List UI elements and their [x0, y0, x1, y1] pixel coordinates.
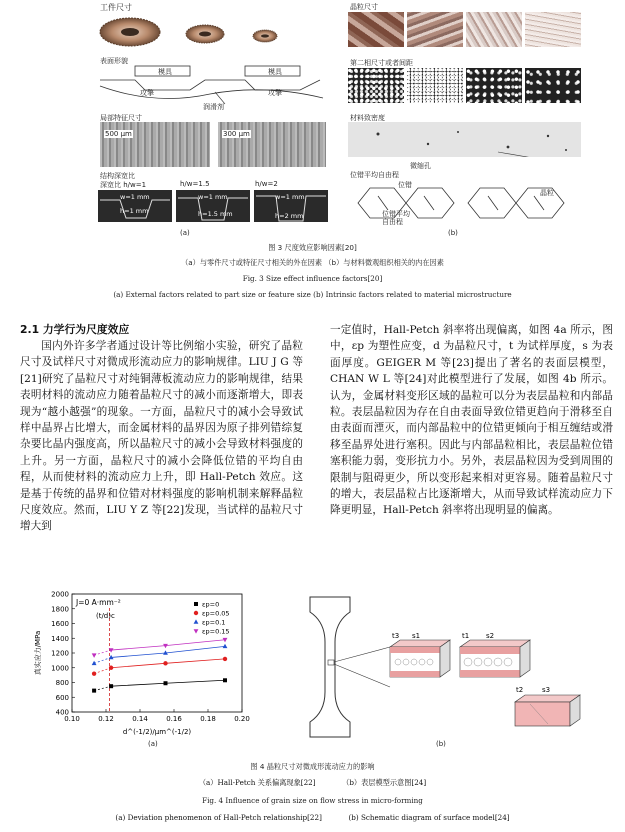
section-title: 2.1 力学行为尺度效应	[20, 323, 130, 336]
grain-photo-4	[525, 12, 581, 47]
x-tick-label: 0.20	[234, 715, 250, 723]
x-tick-label: 0.12	[98, 715, 114, 723]
data-point	[163, 661, 167, 665]
fig4-sub-en-b: (b) Schematic diagram of surface model[24]	[348, 813, 510, 822]
x-tick-label: 0.14	[132, 715, 148, 723]
density-photo	[348, 122, 581, 157]
legend-marker	[194, 629, 199, 633]
lubricant-label: 润滑剂	[203, 103, 224, 111]
data-point	[92, 671, 96, 675]
series-line	[111, 680, 225, 686]
data-point	[223, 644, 228, 648]
gear-medium	[186, 25, 224, 43]
grain-photo-3	[466, 12, 522, 47]
fig4-sub-en-a: (a) Deviation phenomenon of Hall-Petch relationship[22]	[115, 813, 322, 822]
fig4-tag-a: (a)	[148, 740, 158, 748]
height-3: h=2 mm	[275, 212, 304, 220]
height-1: h=1 mm	[120, 207, 149, 215]
y-tick-label: 1000	[51, 664, 69, 673]
label-density: 材料致密度	[350, 114, 385, 122]
body-right-column	[330, 322, 613, 519]
data-point	[223, 657, 227, 661]
data-point	[92, 653, 97, 657]
width-2: w=1 mm	[198, 193, 228, 201]
fig4-caption-cn: 图 4 晶粒尺寸对微成形流动应力的影响	[250, 762, 375, 771]
ratio-2: h/w=1.5	[180, 180, 210, 188]
mold-label-1: 模具	[158, 68, 172, 76]
y-tick-label: 1400	[51, 634, 69, 643]
data-point	[164, 681, 168, 685]
series-line-dashed	[94, 686, 111, 690]
fig4-sub-cn-b: （b）表层模型示意图[24]	[342, 778, 427, 787]
y-tick-label: 400	[55, 708, 69, 717]
y-tick-label: 1200	[51, 649, 69, 658]
body-right-paragraph: 一定值时，Hall-Petch 斜率将出现偏离，如图 4a 所示，图中，εp 为塑性应变，d 为晶粒尺寸，t 为试样厚度，s 为表面厚度。GEIGER M 等[23]提出了著名的表面层模型，CHAN W L 等[24]对此模型进行了发展，如图 4b 所示。认为，金属材料变形区域的晶粒可以分为表层晶粒和内部晶粒。表层晶粒因为存在自由表面导致位错更趋向于滑移至自由表面而湮灭，而内部晶粒中的位错更倾向于相互缠结或滑移至晶界处进行塞积。因此与内部晶粒相比，表层晶粒位错塞积能力弱，变形抗力小。另外，表层晶粒因为受到周围的限制与阻碍更少，所以变形起来相对更容易。随着晶粒尺寸的增大，表层晶粒占比逐渐增大，从而导致试样流动应力下降更明显，Hall-Petch 斜率将出现明显的偏离。	[330, 324, 613, 517]
fig3-tag-b: (b)	[448, 229, 458, 237]
data-point	[109, 666, 113, 670]
fig4-subcaption-en	[0, 813, 625, 822]
label-mfp: 位错平均自由程	[350, 171, 399, 179]
series-line	[111, 659, 225, 668]
width-3: w=1 mm	[275, 193, 305, 201]
legend-marker	[194, 619, 199, 623]
label-local: 局部特征尺寸	[100, 114, 142, 122]
x-tick-label: 0.18	[200, 715, 216, 723]
scale-bar-1: 500 μm	[105, 130, 132, 138]
phase-photo-4	[525, 68, 581, 103]
ratio-3: h/w=2	[255, 180, 278, 188]
x-axis-label: d^(-1/2)/μm^(-1/2)	[122, 728, 192, 736]
grain-photo-2	[407, 12, 463, 47]
phase-photo-3	[466, 68, 522, 103]
mold-label-2: 模具	[268, 68, 282, 76]
block-t1	[460, 640, 530, 677]
y-tick-label: 1800	[51, 605, 69, 614]
critical-ratio-label: (t/d)c	[95, 612, 115, 620]
fig3-tag-a: (a)	[180, 229, 190, 237]
micro-photo-1	[100, 122, 210, 167]
y-tick-label: 1600	[51, 620, 69, 628]
legend-label: εp=0.15	[202, 627, 230, 636]
y-tick-label: 800	[55, 679, 69, 687]
mfp-label-2: 位错平均 自由程	[382, 210, 410, 226]
fig4-subcaption-cn	[0, 778, 625, 788]
y-tick-label: 2000	[51, 590, 69, 599]
data-point	[223, 678, 227, 682]
legend-label: εp=0.1	[202, 618, 226, 627]
label-surface: 表面形貌	[100, 57, 128, 65]
fig4-sub-cn-a: （a）Hall-Petch 关系偏离现象[22]	[198, 778, 316, 787]
series-line-dashed	[94, 668, 111, 674]
series-line-dashed	[94, 657, 111, 663]
label-second-phase: 第二相尺寸或者间距	[350, 59, 413, 67]
height-2: h=1.5 mm	[198, 210, 233, 218]
label-t2: t2	[516, 686, 524, 694]
gear-large	[100, 18, 160, 46]
series-line-dashed	[94, 650, 111, 655]
gear-small	[253, 30, 277, 42]
data-point	[109, 684, 113, 688]
fig4a-chart	[30, 588, 270, 738]
ratio-1: 深宽比 h/w=1	[100, 181, 147, 189]
series-line	[111, 646, 225, 657]
phase-photo-1	[348, 68, 404, 103]
y-axis-label: 真实应力/MPa	[34, 630, 42, 676]
gear-images	[95, 10, 325, 50]
legend-label: εp=0	[202, 600, 220, 609]
grain-photo-1	[348, 12, 404, 47]
chart-title: J=0 A·mm⁻²	[76, 598, 121, 607]
y-tick-label: 600	[55, 693, 69, 702]
x-tick-label: 0.10	[64, 715, 80, 723]
legend-marker	[194, 611, 198, 615]
fig4-caption-en: Fig. 4 Influence of grain size on flow stress in micro-forming	[202, 796, 423, 805]
label-struct: 结构深宽比	[100, 172, 135, 180]
micro-photo-2	[218, 122, 326, 167]
dislocation-label: 位错	[398, 181, 412, 189]
stroke-label-2: 攻擎	[268, 89, 282, 97]
grain-word: 晶粒	[540, 189, 554, 197]
label-t3: t3	[392, 632, 400, 640]
label-part-size: 工件尺寸	[100, 3, 132, 12]
data-point	[92, 689, 96, 693]
x-tick-label: 0.16	[166, 715, 182, 723]
fig4-tag-b: (b)	[436, 740, 446, 748]
label-s1: s1	[412, 632, 421, 640]
label-grain: 晶粒尺寸	[350, 3, 378, 11]
legend-label: εp=0.05	[202, 609, 230, 618]
stroke-label-1: 攻擎	[140, 89, 154, 97]
fig3-caption-cn: 图 3 尺度效应影响因素[20]	[268, 243, 357, 252]
fig3-subcaption-en: (a) External factors related to part size or feature size (b) Intrinsic factors related to material microstructure	[113, 290, 512, 299]
label-s3: s3	[542, 686, 551, 694]
block-t3	[390, 640, 450, 677]
fig3-subcaption-cn: （a）与零件尺寸或特征尺寸相关的外在因素 （b）与材料微观组织相关的内在因素	[181, 258, 444, 267]
fig4b-surface-model	[290, 592, 610, 742]
body-left-paragraph: 国内外许多学者通过设计等比例缩小实验，研究了晶粒尺寸及试样尺寸对微成形流动应力的影响规律。LIU J G 等[21]研究了晶粒尺寸对纯铜薄板流动应力的影响规律，结果表明材料的流动应力随着晶粒尺寸的减小而逐渐增大，即表现为“越小越强”的现象。一方面，晶粒尺寸的减小会导致试样中晶界占比增大，而金属材料的晶界因为原子排列错综复杂要比晶内强度高，所以晶粒尺寸的减小会导致材料强度的上升。另一方面，晶粒尺寸的减小会降低位错的平均自由程，从而使材料的流动应力上升，即 Hall-Petch 效应。这是基于传统的晶界和位错对材料强度的影响机制来解释晶粒尺度效应。然而，LIU Y Z 等[22]发现，当试样的晶粒尺寸增大到	[20, 340, 303, 533]
pore-label: 微缩孔	[410, 162, 431, 170]
scale-bar-2: 300 μm	[223, 130, 250, 138]
block-t2	[515, 695, 580, 726]
phase-photo-2	[407, 68, 463, 103]
label-t1: t1	[462, 632, 470, 640]
label-s2: s2	[486, 632, 495, 640]
legend-marker	[194, 602, 198, 606]
body-left-column	[20, 338, 303, 535]
fig3-caption-en: Fig. 3 Size effect influence factors[20]	[242, 274, 383, 283]
width-1: w=1 mm	[120, 193, 150, 201]
